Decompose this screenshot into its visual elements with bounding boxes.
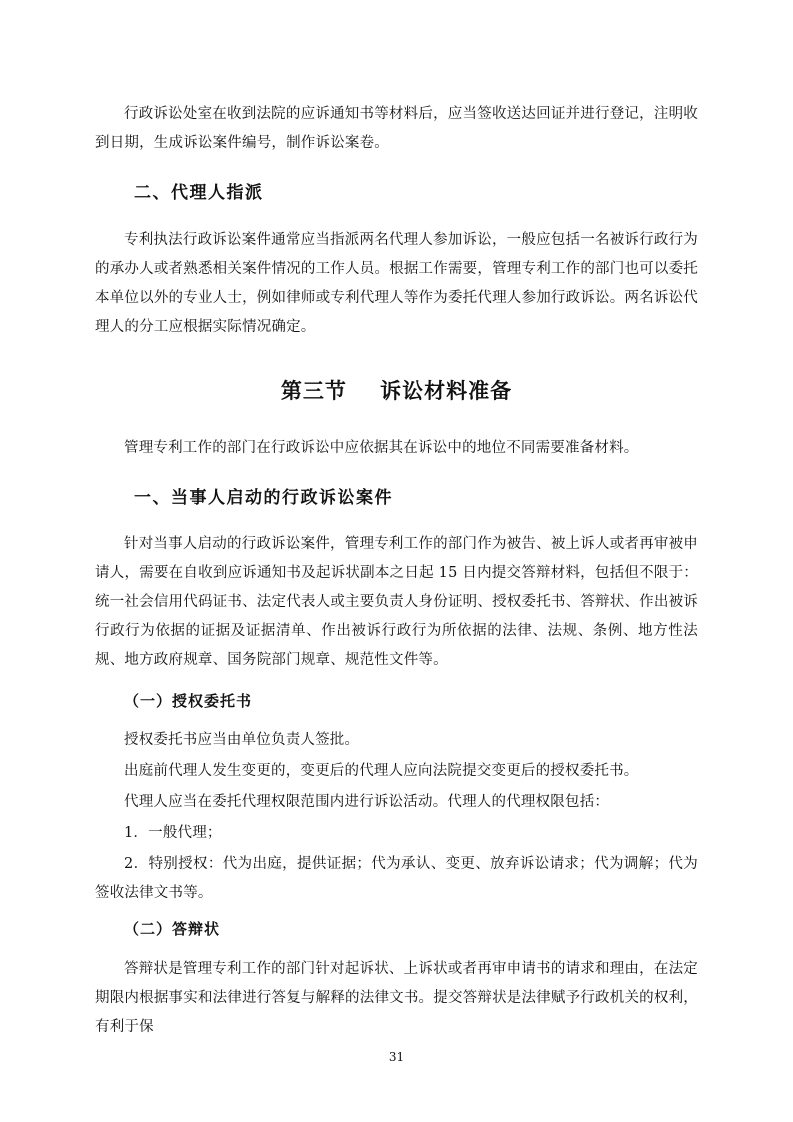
heading-party-initiated: 一、当事人启动的行政诉讼案件 xyxy=(134,488,393,508)
heading-agent-assignment: 二、代理人指派 xyxy=(134,183,264,203)
paragraph-poa-change: 出庭前代理人发生变更的，变更后的代理人应向法院提交变更后的授权委托书。 xyxy=(124,763,639,779)
paragraph-poa-approval: 授权委托书应当由单位负责人签批。 xyxy=(124,732,360,748)
paragraph-agent-scope: 代理人应当在委托代理权限范围内进行诉讼活动。代理人的代理权限包括： xyxy=(124,794,610,810)
paragraph-material-intro: 管理专利工作的部门在行政诉讼中应依据其在诉讼中的地位不同需要准备材料。 xyxy=(124,440,639,456)
list-item-general-agency: 1．一般代理； xyxy=(124,825,222,841)
section-title: 第三节 诉讼材料准备 xyxy=(280,379,513,403)
heading-power-of-attorney: （一）授权委托书 xyxy=(124,692,253,710)
heading-defense-statement: （二）答辩状 xyxy=(124,920,221,938)
list-item-special-authorization: 2．特别授权：代为出庭，提供证据；代为承认、变更、放弃诉讼请求；代为调解；代为签收法律文书等。 xyxy=(95,856,698,901)
paragraph-agent-assignment: 专利执法行政诉讼案件通常应当指派两名代理人参加诉讼，一般应包括一名被诉行政行为的承办人或者熟悉相关案件情况的工作人员。根据工作需要，管理专利工作的部门也可以委托本单位以外的专业人士，例如律师或专利代理人等作为委托代理人参加行政诉讼。两名诉讼代理人的分工应根据实际情况确定。 xyxy=(95,232,698,335)
page-number: 31 xyxy=(388,1050,405,1064)
paragraph-case-registration: 行政诉讼处室在收到法院的应诉通知书等材料后，应当签收送达回证并进行登记，注明收到日期，生成诉讼案件编号，制作诉讼案卷。 xyxy=(95,106,698,151)
paragraph-party-initiated: 针对当事人启动的行政诉讼案件，管理专利工作的部门作为被告、被上诉人或者再审被申请人，需要在自收到应诉通知书及起诉状副本之日起 15 日内提交答辩材料，包括但不限于：统一社会信用代码证书、法定代表人或主要负责人身份证明、授权委托书、答辩状、作出被诉行政行为依据的证据及证据清单、作出被诉行政行为所依据的法律、法规、条例、地方性法规、地方政府规章、国务院部门规章、规范性文件等。 xyxy=(95,536,698,668)
paragraph-defense-statement: 答辩状是管理专利工作的部门针对起诉状、上诉状或者再审申请书的请求和理由，在法定期限内根据事实和法律进行答复与解释的法律文书。提交答辩状是法律赋予行政机关的权利，有利于保 xyxy=(95,961,698,1035)
